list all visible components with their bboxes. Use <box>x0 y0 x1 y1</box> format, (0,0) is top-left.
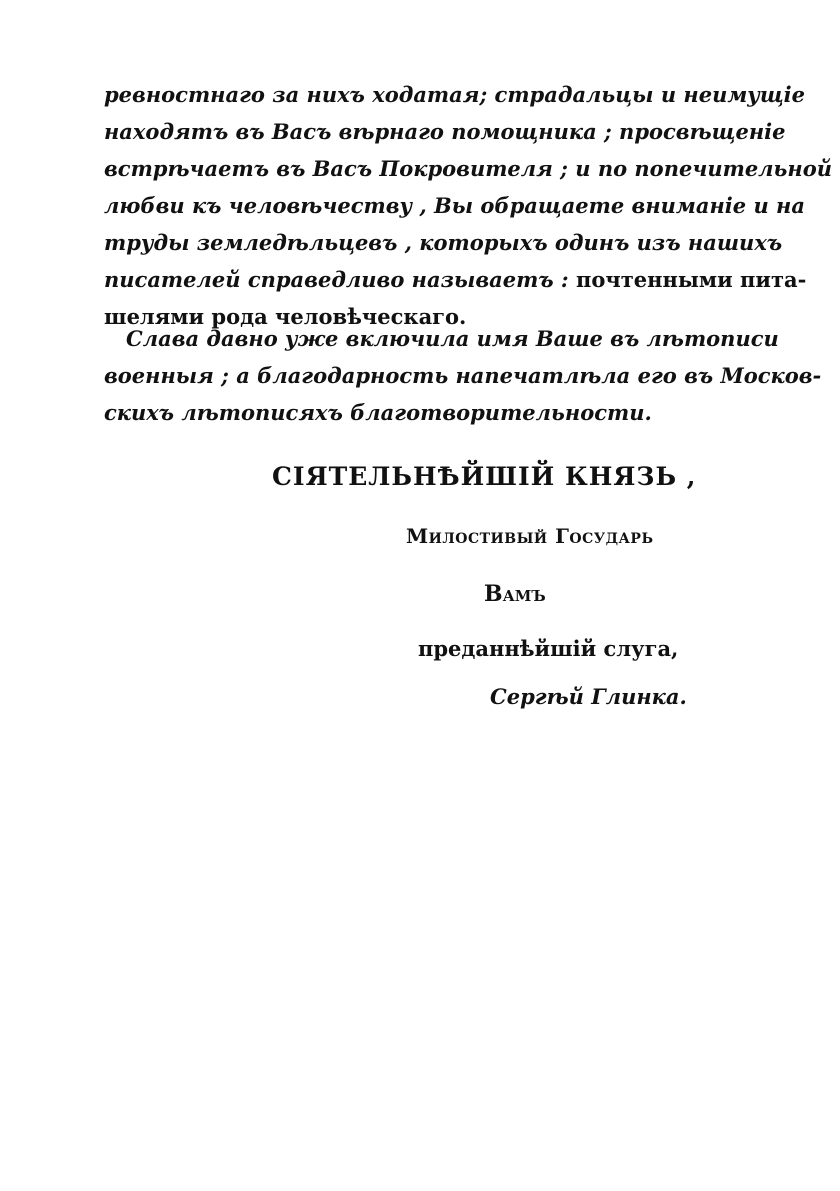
closing-address: Милостивый Государь <box>406 524 654 548</box>
closing-phrase: преданнѣйшій слуга, <box>418 636 679 661</box>
dedication-paragraph-1 <box>104 76 832 335</box>
text-line-upright-part: почтенными пита- <box>575 267 807 292</box>
text-line: находятъ въ Васъ вѣрнаго помощника ; просвѣщеніе <box>104 119 786 144</box>
salutation-heading: СІЯТЕЛЬНѢЙШІЙ КНЯЗЬ , <box>272 462 697 491</box>
dedication-paragraph-2 <box>104 320 822 431</box>
text-line: встрѣчаетъ въ Васъ Покровителя ; и по попечительной <box>104 156 832 181</box>
text-line: военныя ; а благодарность напечатлѣла его въ Москов- <box>104 363 822 388</box>
text-line-mixed <box>104 261 807 298</box>
signature: Сергѣй Глинка. <box>490 684 687 709</box>
text-line: скихъ лѣтописяхъ благотворительности. <box>104 400 652 425</box>
text-line: шелями рода человѣческаго. <box>104 304 467 329</box>
text-line: любви къ человѣчеству , Вы обращаете вниманіе и на <box>104 193 805 218</box>
text-line: Слава давно уже включила имя Ваше въ лѣтописи <box>126 326 779 351</box>
closing-recipient: Вамъ <box>484 581 546 607</box>
text-line-italic-part: писателей справедливо называетъ : <box>104 267 569 292</box>
text-line: ревностнаго за нихъ ходатая; страдальцы и неимущіе <box>104 82 806 107</box>
text-line: труды земледѣльцевъ , которыхъ одинъ изъ нашихъ <box>104 230 783 255</box>
